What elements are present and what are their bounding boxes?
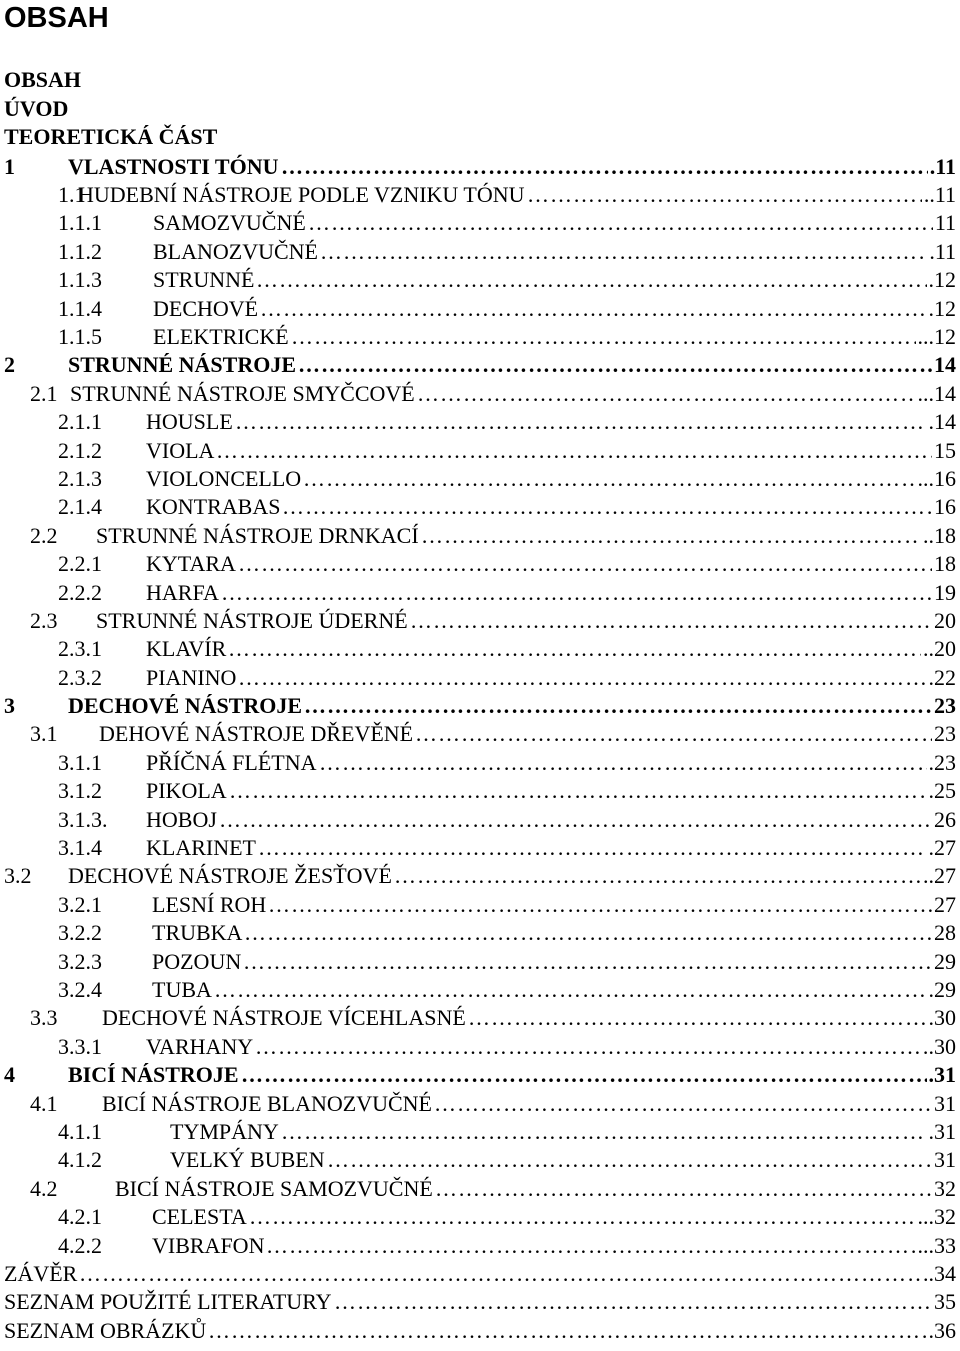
toc-entry-number: 4.1: [30, 1091, 58, 1116]
toc-dot-leader: [216, 437, 932, 465]
toc-dot-leader: [468, 1004, 927, 1032]
toc-entry-page: .23: [928, 750, 956, 775]
toc-entry-page: 14: [934, 352, 956, 377]
toc-entry-page: .11: [929, 154, 956, 179]
toc-entry-page: 26: [934, 807, 956, 832]
toc-entry-label: VLASTNOSTI TÓNU: [68, 154, 279, 179]
toc-dot-leader: [241, 1061, 927, 1089]
toc-entry-page: 15: [934, 438, 956, 463]
toc-entry-label: STRUNNÉ: [153, 267, 255, 292]
toc-dot-leader: [256, 266, 927, 294]
toc-entry-label: CELESTA: [152, 1204, 247, 1229]
toc-dot-leader: [249, 1203, 916, 1231]
toc-entry-page: 23: [934, 693, 956, 718]
toc-dot-leader: [410, 607, 932, 635]
toc-entry-number: 4: [4, 1062, 15, 1087]
toc-heading-teoreticka-cast[interactable]: TEORETICKÁ ČÁST: [4, 124, 218, 149]
toc-dot-leader: [219, 806, 932, 834]
toc-entry-page: 35: [934, 1289, 956, 1314]
toc-entry[interactable]: [0, 522, 960, 550]
toc-entry-page: 27: [934, 892, 956, 917]
toc-entry-label: BICÍ NÁSTROJE BLANOZVUČNÉ: [102, 1091, 432, 1116]
toc-entry-label: ZÁVĚR: [4, 1261, 78, 1286]
toc-entry-number: 3.1.2: [58, 778, 102, 803]
toc-entry-label: DECHOVÉ NÁSTROJE ŽESŤOVÉ: [68, 863, 392, 888]
toc-entry-label: KYTARA: [146, 551, 236, 576]
toc-entry[interactable]: [0, 1004, 960, 1032]
toc-entry-number: 3.2.2: [58, 920, 102, 945]
toc-dot-leader: [394, 862, 921, 890]
toc-entry-number: 4.1.2: [58, 1147, 102, 1172]
toc-entry-page: ..20: [923, 636, 956, 661]
toc-entry-page: ..34: [923, 1261, 956, 1286]
toc-entry[interactable]: [0, 1175, 960, 1203]
toc-entry[interactable]: [0, 465, 960, 493]
toc-dot-leader: [308, 209, 933, 237]
toc-entry-page: 16: [934, 494, 956, 519]
toc-entry-label: DECHOVÉ NÁSTROJE VÍCEHLASNÉ: [102, 1005, 466, 1030]
toc-dot-leader: [268, 891, 932, 919]
toc-entry-page: .12: [928, 267, 956, 292]
toc-dot-leader: [327, 1146, 932, 1174]
toc-entry-label: TUBA: [152, 977, 212, 1002]
toc-dot-leader: [417, 380, 916, 408]
toc-entry[interactable]: [0, 664, 960, 692]
toc-entry-label: VIBRAFON: [152, 1233, 265, 1258]
toc-entry[interactable]: [0, 238, 960, 266]
toc-entry-label: PIKOLA: [146, 778, 227, 803]
toc-entry-label: ELEKTRICKÉ: [153, 324, 289, 349]
toc-entry[interactable]: [0, 1203, 960, 1231]
toc-entry-number: 4.2: [30, 1176, 58, 1201]
toc-entry-number: 2: [4, 352, 15, 377]
toc-entry-page: .30: [928, 1034, 956, 1059]
toc-entry-page: ..27: [923, 863, 956, 888]
toc-entry-label: SEZNAM POUŽITÉ LITERATURY: [4, 1289, 332, 1314]
toc-entry[interactable]: [0, 976, 960, 1004]
toc-entry-page: .29: [928, 977, 956, 1002]
toc-dot-leader: [291, 323, 916, 351]
toc-entry[interactable]: [0, 862, 960, 890]
toc-entry[interactable]: [0, 635, 960, 663]
toc-entry[interactable]: [0, 777, 960, 805]
toc-heading-uvod[interactable]: ÚVOD: [4, 96, 69, 121]
toc-entry-number: 2.2.1: [58, 551, 102, 576]
toc-entry[interactable]: [0, 437, 960, 465]
toc-dot-leader: [221, 579, 932, 607]
toc-dot-leader: [208, 1317, 927, 1345]
toc-entry[interactable]: [0, 720, 960, 748]
toc-entry-number: 2.1.2: [58, 438, 102, 463]
toc-entry-number: 1.1.3: [58, 267, 102, 292]
toc-entry-number: 3.3: [30, 1005, 58, 1030]
toc-dot-leader: [281, 1118, 927, 1146]
toc-entry-label: KLAVÍR: [146, 636, 227, 661]
toc-dot-leader: [282, 493, 932, 521]
toc-entry-label: STRUNNÉ NÁSTROJE ÚDERNÉ: [96, 608, 408, 633]
toc-entry[interactable]: [0, 493, 960, 521]
toc-dot-leader: [303, 465, 916, 493]
toc-entry[interactable]: [0, 806, 960, 834]
toc-entry-page: .12: [928, 296, 956, 321]
toc-entry-page: 18: [934, 551, 956, 576]
toc-entry-label: HUDEBNÍ NÁSTROJE PODLE VZNIKU TÓNU: [78, 182, 525, 207]
toc-entry[interactable]: [0, 1288, 960, 1316]
toc-entry-number: 3.1: [30, 721, 58, 746]
toc-entry-label: HOBOJ: [146, 807, 217, 832]
toc-dot-leader: [229, 777, 927, 805]
toc-dot-leader: [255, 1033, 927, 1061]
toc-dot-leader: [258, 834, 927, 862]
toc-entry-page: 28: [934, 920, 956, 945]
toc-entry-page: .14: [928, 409, 956, 434]
toc-dot-leader: [228, 635, 921, 663]
toc-entry-label: POZOUN: [152, 949, 242, 974]
toc-dot-leader: [434, 1090, 932, 1118]
toc-entry-number: 4.1.1: [58, 1119, 102, 1144]
toc-entry[interactable]: [0, 295, 960, 323]
toc-entry-number: 1.1: [58, 182, 86, 207]
toc-entry[interactable]: [0, 607, 960, 635]
toc-entry[interactable]: [0, 579, 960, 607]
toc-entry-number: 1.1.1: [58, 210, 102, 235]
toc-entry-number: 2.1.1: [58, 409, 102, 434]
toc-entry[interactable]: [0, 1033, 960, 1061]
toc-entry-label: STRUNNÉ NÁSTROJE: [68, 352, 296, 377]
toc-entry[interactable]: [0, 1061, 960, 1089]
toc-entry-label: KONTRABAS: [146, 494, 281, 519]
toc-entry-number: 3.1.3.: [58, 807, 108, 832]
toc-entry-label: STRUNNÉ NÁSTROJE DRNKACÍ: [96, 523, 419, 548]
toc-entry[interactable]: [0, 919, 960, 947]
toc-entry-number: 3: [4, 693, 15, 718]
toc-entry-page: ..11: [923, 182, 956, 207]
toc-entry-label: VARHANY: [146, 1034, 254, 1059]
toc-entry-label: HARFA: [146, 580, 219, 605]
toc-entry-page: 11: [934, 210, 956, 235]
toc-entry[interactable]: [0, 834, 960, 862]
toc-entry-page: 23: [934, 721, 956, 746]
toc-entry-page: ...33: [917, 1233, 956, 1258]
toc-entry-number: 3.3.1: [58, 1034, 102, 1059]
toc-entry-number: 1.1.4: [58, 296, 102, 321]
toc-entry-page: ..18: [923, 523, 956, 548]
toc-dot-leader: [304, 692, 932, 720]
toc-dot-leader: [415, 720, 932, 748]
toc-dot-leader: [435, 1175, 932, 1203]
toc-entry-page: .22: [928, 665, 956, 690]
toc-entry-label: SAMOZVUČNÉ: [153, 210, 306, 235]
toc-entry-page: ...12: [917, 324, 956, 349]
toc-entry-page: .31: [928, 1119, 956, 1144]
toc-entry-number: 1.1.2: [58, 239, 102, 264]
toc-entry-label: STRUNNÉ NÁSTROJE SMYČCOVÉ: [70, 381, 415, 406]
toc-entry-number: 3.1.1: [58, 750, 102, 775]
toc-entry[interactable]: [0, 1232, 960, 1260]
toc-entry-page: ...32: [917, 1204, 956, 1229]
toc-dot-leader: [235, 408, 927, 436]
toc-entry-label: VIOLA: [146, 438, 215, 463]
toc-entry[interactable]: [0, 351, 960, 379]
toc-entry-number: 2.3.1: [58, 636, 102, 661]
toc-entry[interactable]: [0, 749, 960, 777]
toc-entry-number: 2.2: [30, 523, 58, 548]
toc-dot-leader: [334, 1288, 932, 1316]
toc-entry[interactable]: [0, 948, 960, 976]
toc-dot-leader: [79, 1260, 921, 1288]
toc-entry-label: BICÍ NÁSTROJE: [68, 1062, 239, 1087]
toc-entry-label: VIOLONCELLO: [146, 466, 302, 491]
toc-entry[interactable]: [0, 1118, 960, 1146]
toc-entry-number: 3.1.4: [58, 835, 102, 860]
toc-entry-label: DEHOVÉ NÁSTROJE DŘEVĚNÉ: [99, 721, 414, 746]
toc-dot-leader: [281, 153, 928, 181]
toc-entry-page: .36: [928, 1318, 956, 1343]
toc-entry[interactable]: [0, 1146, 960, 1174]
toc-entry-label: BICÍ NÁSTROJE SAMOZVUČNÉ: [115, 1176, 433, 1201]
toc-entry-label: LESNÍ ROH: [152, 892, 267, 917]
toc-entry-number: 3.2.1: [58, 892, 102, 917]
toc-entry-label: TRUBKA: [152, 920, 243, 945]
toc-dot-leader: [421, 522, 921, 550]
toc-entry-number: 2.3: [30, 608, 58, 633]
toc-entry-label: TYMPÁNY: [170, 1119, 279, 1144]
toc-entry[interactable]: [0, 692, 960, 720]
toc-entry[interactable]: [0, 323, 960, 351]
toc-entry-page: 31: [934, 1091, 956, 1116]
toc-entry-number: 2.3.2: [58, 665, 102, 690]
toc-entry-number: 4.2.2: [58, 1233, 102, 1258]
toc-dot-leader: [319, 749, 927, 777]
toc-entry[interactable]: [0, 1260, 960, 1288]
toc-dot-leader: [266, 1232, 916, 1260]
toc-dot-leader: [243, 948, 932, 976]
toc-entry-number: 2.1: [30, 381, 58, 406]
toc-entry-page: 32: [934, 1176, 956, 1201]
toc-entry[interactable]: [0, 153, 960, 181]
toc-entry[interactable]: [0, 1317, 960, 1345]
toc-dot-leader: [527, 181, 922, 209]
toc-entry-page: ...14: [917, 381, 956, 406]
toc-heading-obsah[interactable]: OBSAH: [4, 67, 82, 92]
toc-entry[interactable]: [0, 380, 960, 408]
toc-entry-label: BLANOZVUČNÉ: [153, 239, 318, 264]
toc-entry-page: 20: [934, 608, 956, 633]
toc-entry-number: 1.1.5: [58, 324, 102, 349]
toc-entry-page: .27: [928, 835, 956, 860]
toc-entry-label: KLARINET: [146, 835, 256, 860]
toc-entry-number: 3.2: [4, 863, 32, 888]
toc-dot-leader: [238, 664, 927, 692]
toc-entry-page: 29: [934, 949, 956, 974]
toc-entry-label: HOUSLE: [146, 409, 233, 434]
page-title: OBSAH: [4, 2, 109, 34]
toc-entry-number: 4.2.1: [58, 1204, 102, 1229]
toc-entry-number: 3.2.3: [58, 949, 102, 974]
toc-dot-leader: [260, 295, 927, 323]
toc-entry-number: 3.2.4: [58, 977, 102, 1002]
toc-entry[interactable]: [0, 550, 960, 578]
toc-entry[interactable]: [0, 408, 960, 436]
toc-dot-leader: [244, 919, 932, 947]
toc-entry-label: VELKÝ BUBEN: [170, 1147, 325, 1172]
toc-entry[interactable]: [0, 1090, 960, 1118]
toc-dot-leader: [298, 351, 932, 379]
toc-entry-label: PŘÍČNÁ FLÉTNA: [146, 750, 317, 775]
toc-entry-page: .31: [928, 1062, 956, 1087]
toc-entry-label: DECHOVÉ: [153, 296, 259, 321]
toc-entry-label: PIANINO: [146, 665, 237, 690]
toc-entry-number: 1: [4, 154, 15, 179]
toc-entry-number: 2.1.4: [58, 494, 102, 519]
toc-entry-page: 31: [934, 1147, 956, 1172]
toc-entry-page: .11: [929, 239, 956, 264]
toc-entry[interactable]: [0, 891, 960, 919]
toc-entry-number: 2.2.2: [58, 580, 102, 605]
toc-entry-number: 2.1.3: [58, 466, 102, 491]
toc-entry-page: .25: [928, 778, 956, 803]
toc-entry-page: 19: [934, 580, 956, 605]
toc-entry-page: ...16: [917, 466, 956, 491]
toc-dot-leader: [320, 238, 927, 266]
toc-dot-leader: [238, 550, 932, 578]
toc-entry[interactable]: [0, 266, 960, 294]
toc-entry-label: DECHOVÉ NÁSTROJE: [68, 693, 303, 718]
toc-entry-page: .30: [928, 1005, 956, 1030]
toc-dot-leader: [214, 976, 927, 1004]
toc-entry[interactable]: [0, 209, 960, 237]
toc-entry-label: SEZNAM OBRÁZKŮ: [4, 1318, 207, 1343]
toc-entry[interactable]: [0, 181, 960, 209]
